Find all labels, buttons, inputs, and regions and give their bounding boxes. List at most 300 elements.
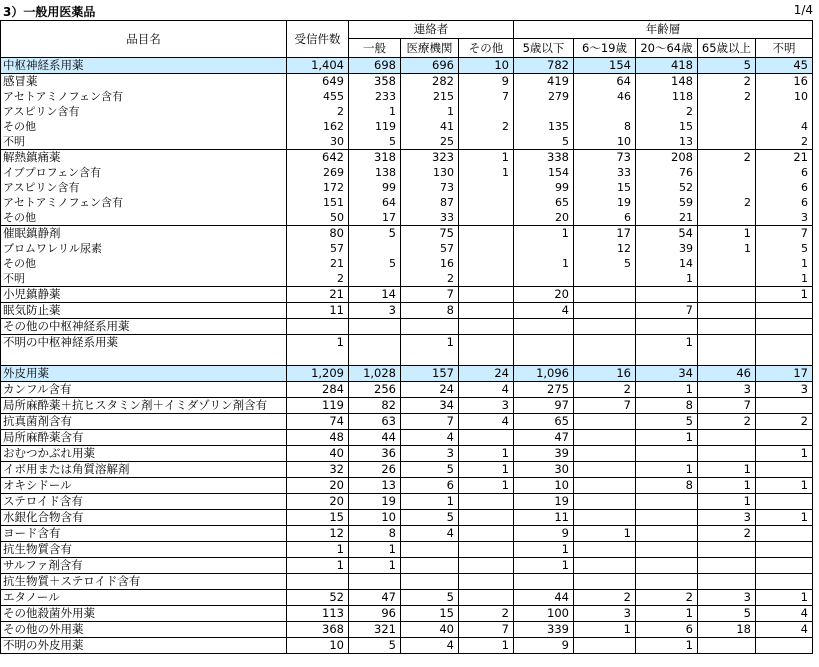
item-name-cell: エタノール	[1, 590, 287, 606]
value-cell: 1	[514, 226, 574, 242]
value-cell	[574, 319, 636, 335]
value-cell: 1	[459, 165, 514, 180]
item-name-cell: 抗生物質含有	[1, 542, 287, 558]
value-cell: 7	[636, 303, 698, 319]
value-cell	[349, 350, 401, 366]
value-cell: 9	[514, 526, 574, 542]
value-cell: 26	[349, 462, 401, 478]
value-cell: 2	[459, 606, 514, 622]
value-cell: 284	[287, 382, 349, 398]
value-cell	[698, 119, 756, 134]
subcategory-row	[1, 574, 813, 590]
value-cell: 1	[636, 638, 698, 654]
value-cell: 32	[287, 462, 349, 478]
value-cell: 73	[574, 150, 636, 166]
value-cell: 1	[756, 256, 813, 271]
item-name-cell: アスピリン含有	[1, 180, 287, 195]
value-cell: 1	[698, 494, 756, 510]
subcategory-row	[1, 287, 813, 303]
header-item-name: 品目名	[1, 21, 287, 58]
value-cell	[459, 134, 514, 150]
value-cell	[574, 271, 636, 287]
category-row	[1, 366, 813, 382]
item-name-cell: 中枢神経系用薬	[1, 58, 287, 74]
item-name-cell: その他	[1, 210, 287, 226]
value-cell: 5	[756, 241, 813, 256]
value-cell	[698, 134, 756, 150]
item-name-cell: ヨード含有	[1, 526, 287, 542]
value-cell	[401, 319, 459, 335]
value-cell	[698, 350, 756, 366]
value-cell	[574, 446, 636, 462]
value-cell: 1	[459, 478, 514, 494]
value-cell: 1	[401, 494, 459, 510]
value-cell: 338	[514, 150, 574, 166]
value-cell: 119	[349, 119, 401, 134]
value-cell: 44	[349, 430, 401, 446]
value-cell	[756, 542, 813, 558]
value-cell: 14	[349, 287, 401, 303]
value-cell	[574, 494, 636, 510]
value-cell	[698, 180, 756, 195]
subcategory-row	[1, 542, 813, 558]
value-cell: 97	[514, 398, 574, 414]
value-cell	[756, 558, 813, 574]
item-name-cell	[1, 350, 287, 366]
value-cell	[514, 335, 574, 351]
value-cell: 157	[401, 366, 459, 382]
value-cell: 1	[756, 271, 813, 287]
value-cell: 1	[756, 478, 813, 494]
item-name-cell: その他殺菌外用薬	[1, 606, 287, 622]
value-cell: 33	[401, 210, 459, 226]
value-cell	[459, 226, 514, 242]
value-cell: 1	[514, 558, 574, 574]
value-cell: 7	[459, 89, 514, 104]
value-cell	[698, 574, 756, 590]
value-cell: 24	[401, 382, 459, 398]
value-cell: 40	[287, 446, 349, 462]
value-cell: 5	[636, 414, 698, 430]
item-name-cell: ステロイド含有	[1, 494, 287, 510]
value-cell: 1	[698, 462, 756, 478]
item-name-cell: 外皮用薬	[1, 366, 287, 382]
detail-row	[1, 195, 813, 210]
value-cell: 1	[756, 287, 813, 303]
value-cell: 15	[401, 606, 459, 622]
item-name-cell: サルファ剤含有	[1, 558, 287, 574]
detail-row	[1, 134, 813, 150]
value-cell: 4	[459, 382, 514, 398]
value-cell: 19	[514, 494, 574, 510]
subcategory-row	[1, 510, 813, 526]
value-cell	[574, 287, 636, 303]
value-cell: 5	[349, 134, 401, 150]
value-cell: 17	[756, 366, 813, 382]
value-cell	[459, 180, 514, 195]
value-cell: 12	[287, 526, 349, 542]
value-cell: 162	[287, 119, 349, 134]
subcategory-row	[1, 558, 813, 574]
value-cell: 148	[636, 74, 698, 90]
header-contact-other: その他	[459, 39, 514, 58]
value-cell: 8	[636, 478, 698, 494]
value-cell	[459, 104, 514, 119]
item-name-cell: 不明の中枢神経系用薬	[1, 335, 287, 351]
value-cell: 269	[287, 165, 349, 180]
detail-row	[1, 180, 813, 195]
value-cell: 39	[636, 241, 698, 256]
value-cell: 19	[574, 195, 636, 210]
value-cell: 8	[574, 119, 636, 134]
value-cell: 233	[349, 89, 401, 104]
value-cell: 696	[401, 58, 459, 74]
value-cell: 20	[514, 287, 574, 303]
value-cell: 7	[574, 398, 636, 414]
value-cell	[698, 446, 756, 462]
value-cell	[459, 319, 514, 335]
value-cell: 130	[401, 165, 459, 180]
value-cell	[574, 414, 636, 430]
value-cell	[636, 542, 698, 558]
subcategory-row	[1, 478, 813, 494]
value-cell: 3	[401, 446, 459, 462]
value-cell	[636, 510, 698, 526]
value-cell: 9	[459, 74, 514, 90]
value-cell	[756, 104, 813, 119]
item-name-cell: アセトアミノフェン含有	[1, 195, 287, 210]
value-cell: 642	[287, 150, 349, 166]
value-cell: 50	[287, 210, 349, 226]
value-cell	[459, 526, 514, 542]
value-cell: 6	[401, 478, 459, 494]
detail-row	[1, 104, 813, 119]
value-cell: 1	[698, 226, 756, 242]
value-cell	[698, 210, 756, 226]
value-cell: 8	[401, 303, 459, 319]
value-cell: 3	[756, 382, 813, 398]
value-cell	[459, 542, 514, 558]
value-cell: 455	[287, 89, 349, 104]
value-cell	[349, 335, 401, 351]
value-cell	[574, 638, 636, 654]
header-age-20-64: 20～64歳	[636, 39, 698, 58]
value-cell: 2	[756, 134, 813, 150]
value-cell: 1	[349, 558, 401, 574]
value-cell: 1	[636, 462, 698, 478]
statistics-table	[0, 20, 813, 654]
value-cell: 113	[287, 606, 349, 622]
value-cell: 45	[756, 58, 813, 74]
value-cell: 48	[287, 430, 349, 446]
item-name-cell: ブロムワレリル尿素	[1, 241, 287, 256]
value-cell: 19	[349, 494, 401, 510]
item-name-cell: 小児鎮静薬	[1, 287, 287, 303]
value-cell: 46	[574, 89, 636, 104]
value-cell: 2	[401, 271, 459, 287]
value-cell: 16	[574, 366, 636, 382]
subcategory-row	[1, 398, 813, 414]
document-header	[0, 0, 819, 20]
subcategory-row	[1, 226, 813, 242]
value-cell: 16	[756, 74, 813, 90]
value-cell: 63	[349, 414, 401, 430]
value-cell	[514, 241, 574, 256]
value-cell	[514, 319, 574, 335]
subcategory-row	[1, 414, 813, 430]
item-name-cell: 抗真菌剤含有	[1, 414, 287, 430]
value-cell: 25	[401, 134, 459, 150]
value-cell: 64	[574, 74, 636, 90]
value-cell	[459, 335, 514, 351]
value-cell: 1	[401, 104, 459, 119]
value-cell	[698, 271, 756, 287]
value-cell: 2	[698, 150, 756, 166]
value-cell: 1	[514, 256, 574, 271]
value-cell	[459, 210, 514, 226]
value-cell: 73	[401, 180, 459, 195]
value-cell: 7	[401, 287, 459, 303]
value-cell: 1	[636, 335, 698, 351]
value-cell: 3	[698, 590, 756, 606]
value-cell: 118	[636, 89, 698, 104]
value-cell: 135	[514, 119, 574, 134]
value-cell: 1	[459, 150, 514, 166]
value-cell: 1	[287, 335, 349, 351]
value-cell	[636, 558, 698, 574]
value-cell: 10	[287, 638, 349, 654]
value-cell: 4	[514, 303, 574, 319]
subcategory-row	[1, 150, 813, 166]
value-cell	[698, 638, 756, 654]
value-cell: 21	[636, 210, 698, 226]
value-cell: 5	[401, 462, 459, 478]
value-cell: 10	[459, 58, 514, 74]
value-cell: 64	[349, 195, 401, 210]
value-cell: 3	[698, 510, 756, 526]
value-cell: 2	[698, 89, 756, 104]
value-cell: 154	[514, 165, 574, 180]
value-cell: 10	[349, 510, 401, 526]
value-cell	[349, 271, 401, 287]
value-cell: 6	[756, 180, 813, 195]
value-cell: 1	[287, 558, 349, 574]
value-cell: 17	[349, 210, 401, 226]
item-name-cell: 解熱鎮痛薬	[1, 150, 287, 166]
value-cell	[756, 494, 813, 510]
value-cell: 419	[514, 74, 574, 90]
value-cell: 52	[287, 590, 349, 606]
value-cell: 11	[287, 303, 349, 319]
value-cell: 46	[698, 366, 756, 382]
value-cell	[459, 271, 514, 287]
value-cell: 1	[756, 510, 813, 526]
value-cell: 1	[636, 382, 698, 398]
value-cell	[756, 574, 813, 590]
value-cell: 1	[514, 542, 574, 558]
value-cell	[756, 335, 813, 351]
value-cell	[401, 542, 459, 558]
value-cell: 12	[574, 241, 636, 256]
value-cell: 4	[756, 119, 813, 134]
value-cell	[698, 542, 756, 558]
value-cell: 21	[287, 256, 349, 271]
value-cell	[756, 319, 813, 335]
value-cell: 2	[698, 414, 756, 430]
value-cell	[574, 462, 636, 478]
value-cell: 96	[349, 606, 401, 622]
value-cell: 20	[514, 210, 574, 226]
subcategory-row	[1, 446, 813, 462]
value-cell	[574, 558, 636, 574]
value-cell: 368	[287, 622, 349, 638]
value-cell: 34	[401, 398, 459, 414]
value-cell: 2	[574, 382, 636, 398]
item-name-cell: その他の中枢神経系用薬	[1, 319, 287, 335]
value-cell: 3	[756, 210, 813, 226]
item-name-cell: イボ用または角質溶解剤	[1, 462, 287, 478]
subcategory-row	[1, 74, 813, 90]
value-cell: 30	[287, 134, 349, 150]
value-cell: 1	[349, 542, 401, 558]
value-cell	[756, 398, 813, 414]
value-cell	[459, 287, 514, 303]
item-name-cell: その他	[1, 256, 287, 271]
value-cell: 1,209	[287, 366, 349, 382]
value-cell: 2	[287, 271, 349, 287]
value-cell: 3	[349, 303, 401, 319]
value-cell: 20	[287, 478, 349, 494]
value-cell	[636, 446, 698, 462]
detail-row	[1, 89, 813, 104]
value-cell: 4	[756, 606, 813, 622]
value-cell: 5	[698, 58, 756, 74]
value-cell: 15	[636, 119, 698, 134]
value-cell: 100	[514, 606, 574, 622]
value-cell: 39	[514, 446, 574, 462]
header-age-unknown: 不明	[756, 39, 813, 58]
value-cell	[756, 303, 813, 319]
value-cell: 44	[514, 590, 574, 606]
value-cell: 5	[401, 590, 459, 606]
value-cell: 7	[698, 398, 756, 414]
value-cell: 782	[514, 58, 574, 74]
value-cell	[459, 574, 514, 590]
value-cell	[698, 558, 756, 574]
value-cell: 9	[514, 638, 574, 654]
detail-row	[1, 271, 813, 287]
item-name-cell: その他の外用薬	[1, 622, 287, 638]
value-cell: 6	[756, 195, 813, 210]
value-cell	[459, 494, 514, 510]
value-cell: 154	[574, 58, 636, 74]
detail-row	[1, 119, 813, 134]
value-cell: 138	[349, 165, 401, 180]
value-cell: 47	[349, 590, 401, 606]
item-name-cell: 不明の外皮用薬	[1, 638, 287, 654]
detail-row	[1, 256, 813, 271]
value-cell: 1	[459, 462, 514, 478]
subcategory-row	[1, 303, 813, 319]
item-name-cell: 水銀化合物含有	[1, 510, 287, 526]
value-cell	[459, 241, 514, 256]
subcategory-row	[1, 335, 813, 351]
value-cell: 418	[636, 58, 698, 74]
value-cell	[636, 319, 698, 335]
value-cell: 80	[287, 226, 349, 242]
value-cell: 8	[349, 526, 401, 542]
subcategory-row	[1, 606, 813, 622]
value-cell: 279	[514, 89, 574, 104]
category-row	[1, 58, 813, 74]
value-cell: 5	[574, 256, 636, 271]
value-cell: 215	[401, 89, 459, 104]
value-cell	[636, 287, 698, 303]
header-contact-medical: 医療機関	[401, 39, 459, 58]
value-cell: 6	[574, 210, 636, 226]
value-cell	[698, 303, 756, 319]
value-cell: 7	[401, 414, 459, 430]
value-cell: 323	[401, 150, 459, 166]
value-cell: 74	[287, 414, 349, 430]
value-cell: 24	[459, 366, 514, 382]
item-name-cell: アスピリン含有	[1, 104, 287, 119]
value-cell: 2	[698, 526, 756, 542]
value-cell: 33	[574, 165, 636, 180]
value-cell	[287, 350, 349, 366]
value-cell: 321	[349, 622, 401, 638]
page-number: 1/4	[793, 3, 813, 17]
value-cell	[514, 271, 574, 287]
value-cell: 2	[698, 195, 756, 210]
value-cell: 1	[698, 478, 756, 494]
value-cell: 47	[514, 430, 574, 446]
value-cell: 16	[401, 256, 459, 271]
value-cell: 65	[514, 195, 574, 210]
value-cell	[514, 574, 574, 590]
value-cell	[574, 335, 636, 351]
value-cell: 151	[287, 195, 349, 210]
value-cell: 76	[636, 165, 698, 180]
value-cell: 6	[756, 165, 813, 180]
header-contact-group: 連絡者	[349, 21, 514, 39]
item-name-cell: イブプロフェン含有	[1, 165, 287, 180]
value-cell: 87	[401, 195, 459, 210]
value-cell	[756, 462, 813, 478]
value-cell: 1	[401, 335, 459, 351]
value-cell: 99	[514, 180, 574, 195]
value-cell	[459, 350, 514, 366]
value-cell: 15	[287, 510, 349, 526]
detail-row	[1, 210, 813, 226]
value-cell	[698, 430, 756, 446]
value-cell	[287, 574, 349, 590]
value-cell	[574, 542, 636, 558]
item-name-cell: 局所麻酔薬＋抗ヒスタミン剤＋イミダゾリン剤含有	[1, 398, 287, 414]
item-name-cell: おむつかぶれ用薬	[1, 446, 287, 462]
value-cell: 172	[287, 180, 349, 195]
detail-row	[1, 165, 813, 180]
value-cell: 5	[349, 256, 401, 271]
subcategory-row	[1, 382, 813, 398]
value-cell	[698, 104, 756, 119]
value-cell	[756, 638, 813, 654]
value-cell	[698, 256, 756, 271]
value-cell	[401, 574, 459, 590]
header-received: 受信件数	[287, 21, 349, 58]
value-cell	[459, 510, 514, 526]
value-cell	[636, 494, 698, 510]
